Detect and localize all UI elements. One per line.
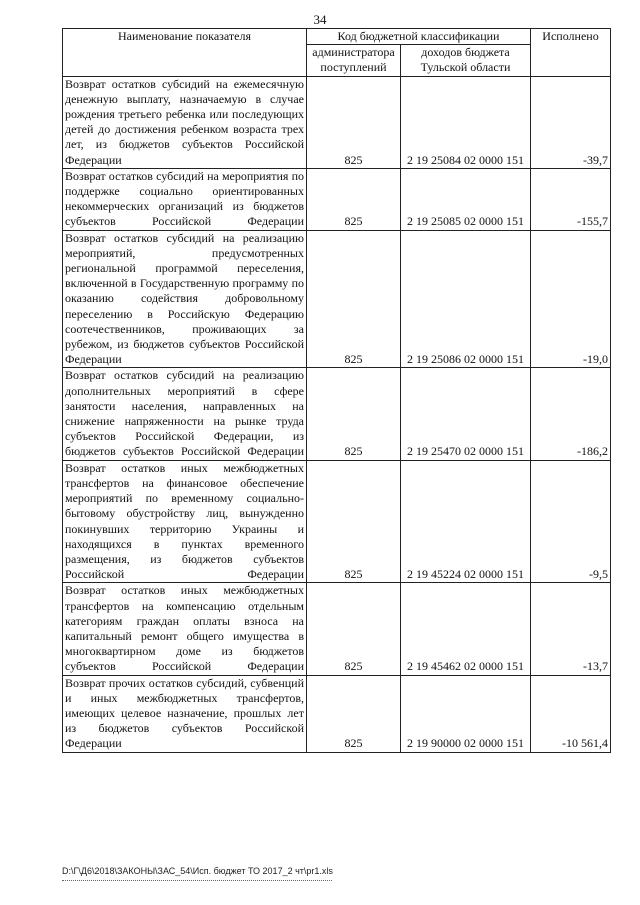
- table-row: [63, 675, 611, 752]
- budget-table: [62, 28, 611, 753]
- row-admin-code: 825: [307, 675, 401, 752]
- table-row: [63, 230, 611, 368]
- row-name: Возврат остатков субсидий на мероприятия по поддержке социально ориентированных некоммерческих организаций из бюджетов субъектов Российской Федерации: [63, 168, 307, 230]
- header-income: доходов бюджета Тульской области: [401, 45, 531, 76]
- row-income-code: 2 19 45462 02 0000 151: [401, 583, 531, 675]
- row-executed: -13,7: [531, 583, 611, 675]
- row-executed: -9,5: [531, 460, 611, 583]
- row-name: Возврат остатков иных межбюджетных трансфертов на компенсацию отдельным категориям граждан оплаты взноса на капитальный ремонт общего имущества в многоквартирном доме из бюджетов субъектов Российской Федерации: [63, 583, 307, 675]
- row-executed: -19,0: [531, 230, 611, 368]
- row-admin-code: 825: [307, 230, 401, 368]
- table-row: [63, 460, 611, 583]
- header-executed: Исполнено: [531, 29, 611, 77]
- page-number: 34: [313, 12, 327, 27]
- table-row: [63, 76, 611, 168]
- row-admin-code: 825: [307, 368, 401, 460]
- row-income-code: 2 19 90000 02 0000 151: [401, 675, 531, 752]
- row-name: Возврат остатков субсидий на реализацию мероприятий, предусмотренных региональной программой переселения, включенной в Государственную программу по оказанию содействия добровольному переселению в Российскую Федерацию соотечественников, проживающих за рубежом, из бюджетов субъектов Российской Федерации: [63, 230, 307, 368]
- row-name: Возврат прочих остатков субсидий, субвенций и иных межбюджетных трансфертов, имеющих целевое назначение, прошлых лет из бюджетов субъектов Российской Федерации: [63, 675, 307, 752]
- row-income-code: 2 19 25085 02 0000 151: [401, 168, 531, 230]
- row-income-code: 2 19 25084 02 0000 151: [401, 76, 531, 168]
- header-classification: Код бюджетной классификации: [307, 29, 531, 45]
- row-income-code: 2 19 45224 02 0000 151: [401, 460, 531, 583]
- row-name: Возврат остатков иных межбюджетных трансфертов на финансовое обеспечение мероприятий по временному социально-бытовому обустройству лиц, вынужденно покинувших территорию Украины и находящихся в пунктах временного размещения, из бюджетов субъектов Российской Федерации: [63, 460, 307, 583]
- table-row: [63, 168, 611, 230]
- file-path: D:\Г\Д6\2018\ЗАКОНЫ\ЗАС_54\Исп. бюджет ТО 2017_2 чт\pr1.xls: [62, 866, 333, 876]
- row-admin-code: 825: [307, 76, 401, 168]
- row-name: Возврат остатков субсидий на ежемесячную денежную выплату, назначаемую в случае рождения третьего ребенка или последующих детей до достижения ребенком возраста трех лет, из бюджетов субъектов Российской Федерации: [63, 76, 307, 168]
- row-name: Возврат остатков субсидий на реализацию дополнительных мероприятий в сфере занятости населения, направленных на снижение напряженности на рынке труда субъектов Российской Федерации, из бюджетов субъектов Российской Федерации: [63, 368, 307, 460]
- row-executed: -186,2: [531, 368, 611, 460]
- header-indicator: Наименование показателя: [63, 29, 307, 77]
- row-income-code: 2 19 25470 02 0000 151: [401, 368, 531, 460]
- row-income-code: 2 19 25086 02 0000 151: [401, 230, 531, 368]
- footer-divider: [62, 880, 332, 881]
- row-admin-code: 825: [307, 168, 401, 230]
- table-header-row: [63, 29, 611, 45]
- row-admin-code: 825: [307, 460, 401, 583]
- table-row: [63, 583, 611, 675]
- row-admin-code: 825: [307, 583, 401, 675]
- row-executed: -39,7: [531, 76, 611, 168]
- table-row: [63, 368, 611, 460]
- header-admin: администратора поступлений: [307, 45, 401, 76]
- row-executed: -10 561,4: [531, 675, 611, 752]
- row-executed: -155,7: [531, 168, 611, 230]
